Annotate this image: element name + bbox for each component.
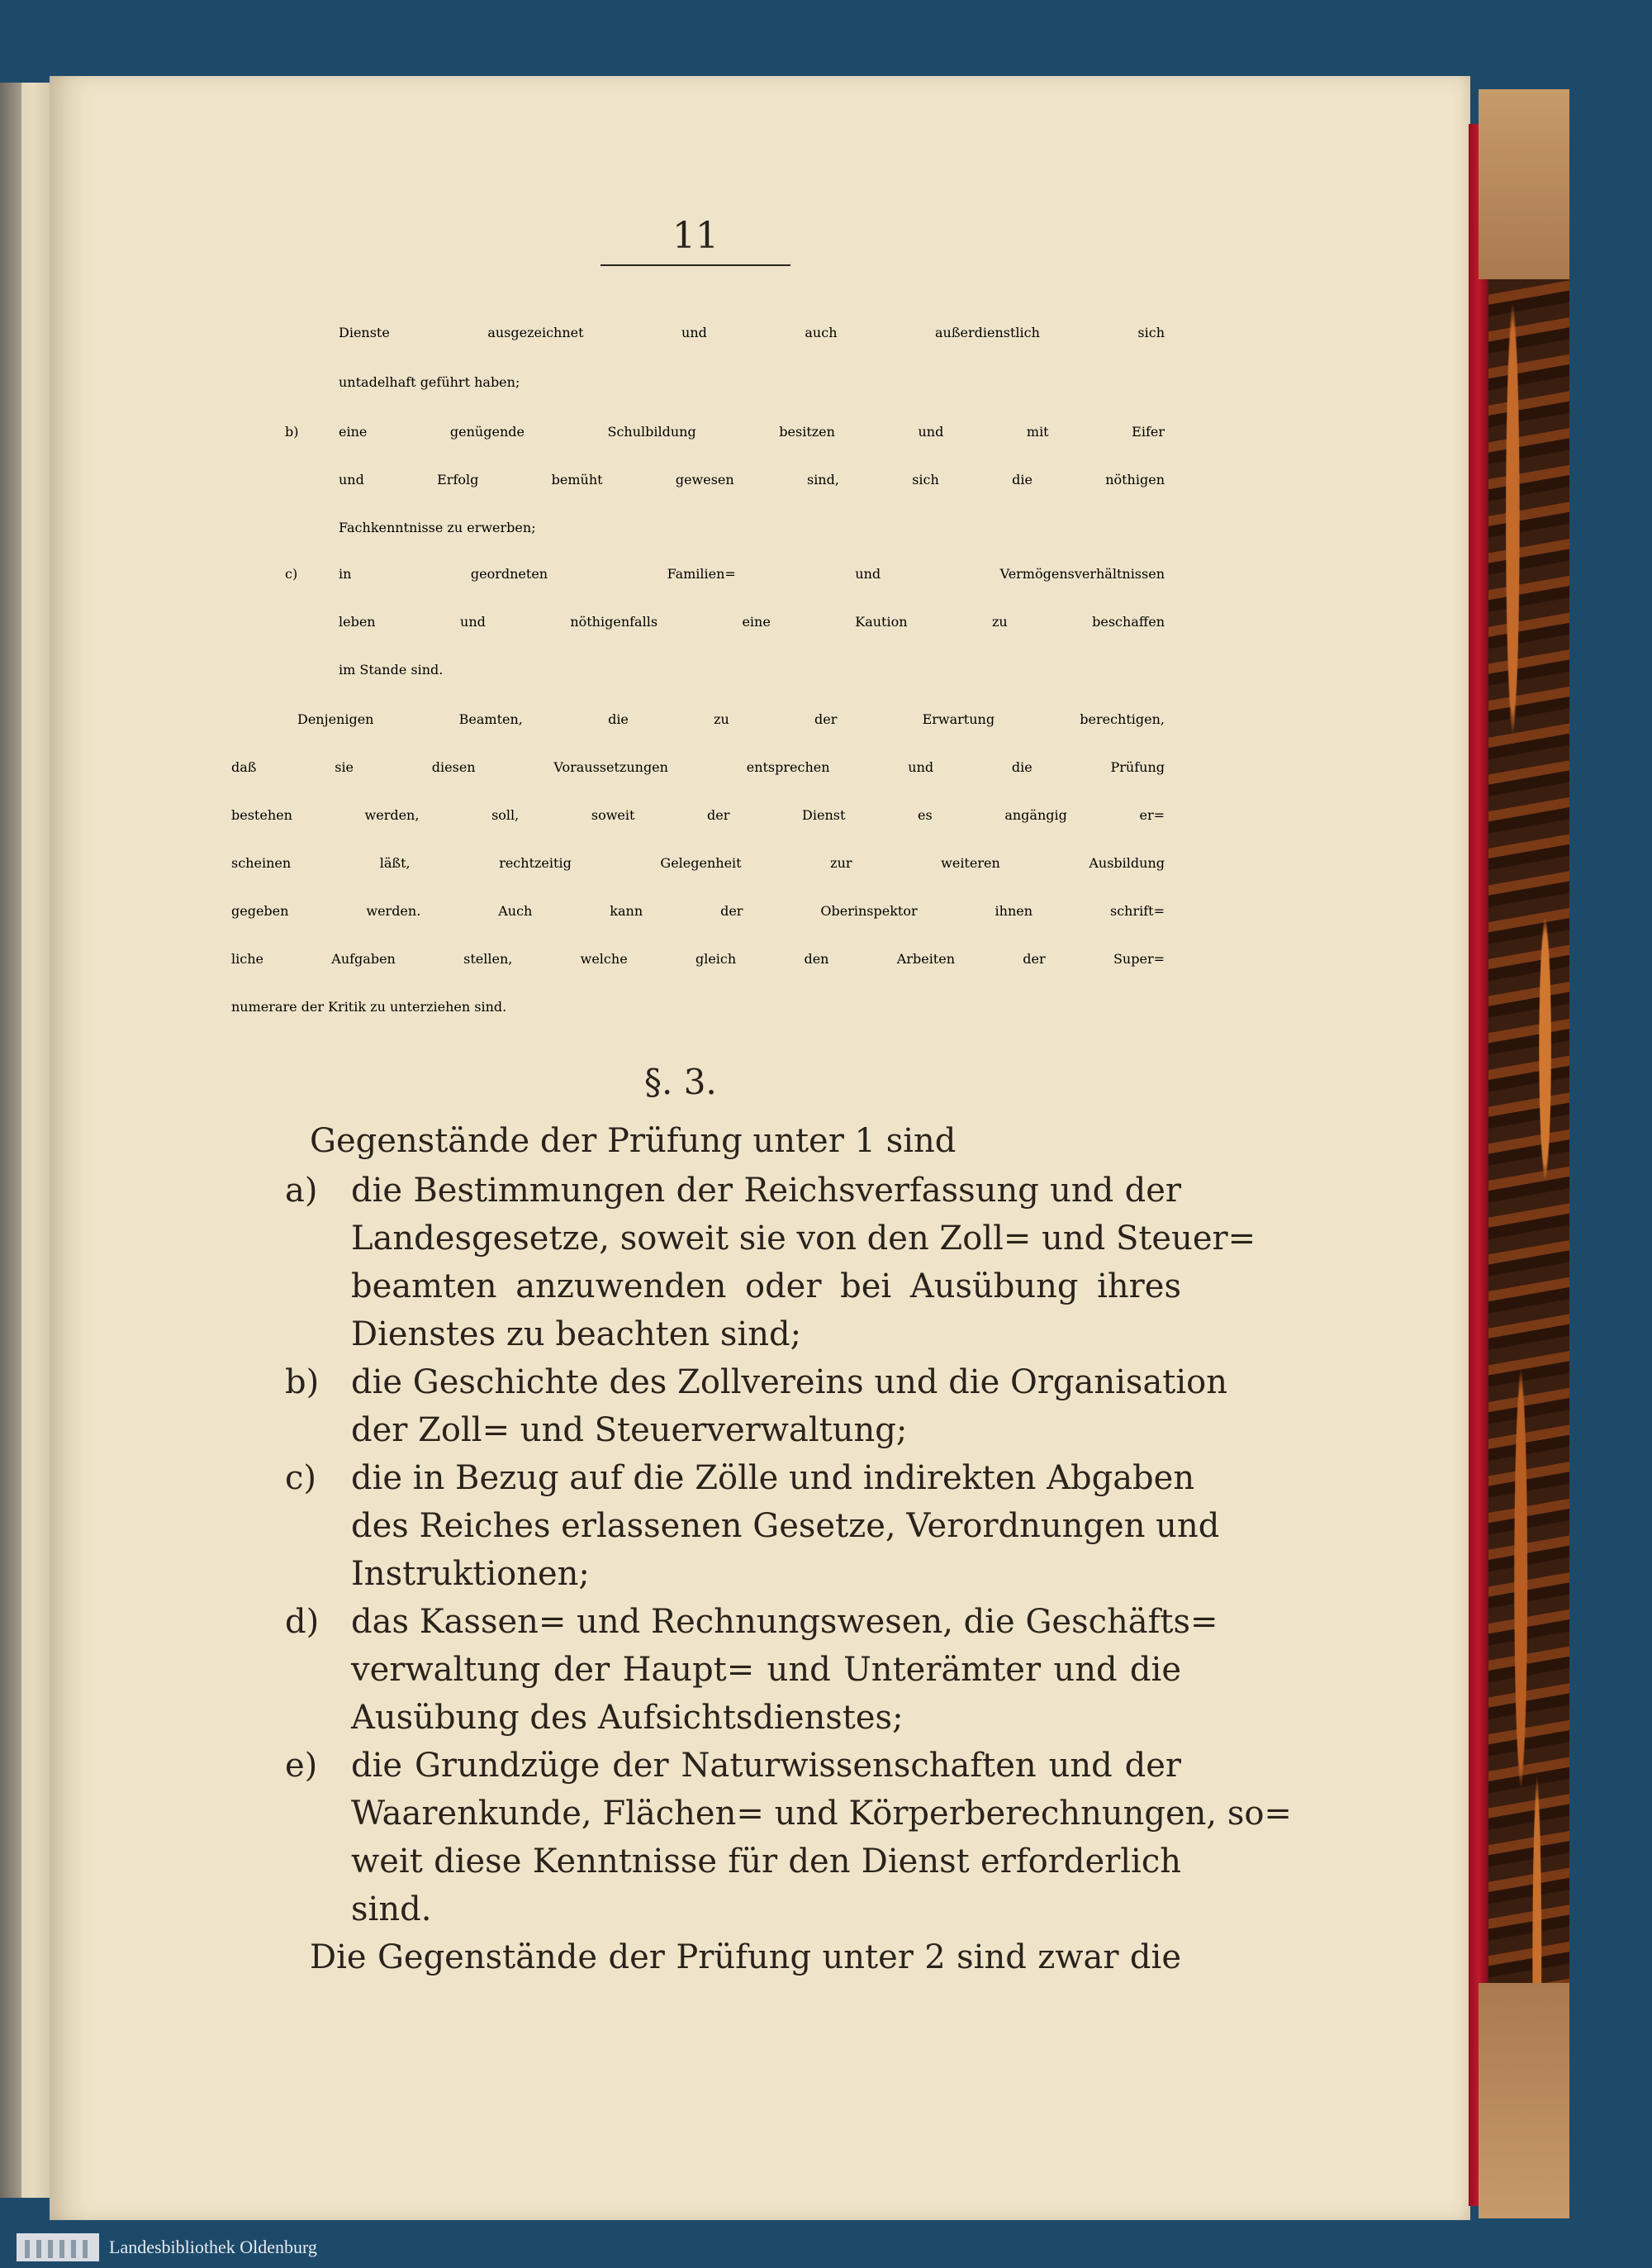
text-line: scheinen läßt, rechtzeitig Gelegenheit zur weiteren Ausbildung [231,855,1165,871]
section-heading: §. 3. [644,1062,717,1102]
text-line: die Geschichte des Zollvereins und die Organisation [351,1363,1227,1401]
text-line: Dienstes zu beachten sind; [351,1315,802,1353]
page-number-rule [601,264,790,266]
leather-corner-bottom [1479,1983,1569,2218]
text-line: Denjenigen Beamten, die zu der Erwartung berechtigen, [297,711,1165,727]
item-label: d) [285,1603,320,1641]
library-logo-icon [17,2233,99,2261]
item-label: b) [285,424,299,440]
text-line: eine genügende Schulbildung besitzen und mit Eifer [339,424,1165,440]
text-line: untadelhaft geführt haben; [339,374,520,390]
item-label: b) [285,1363,320,1401]
text-line: Dienste ausgezeichnet und auch außerdienstlich sich [339,325,1165,340]
text-line: leben und nöthigenfalls eine Kaution zu beschaffen [339,614,1165,630]
section-intro: Gegenstände der Prüfung unter 1 sind [310,1122,957,1160]
text-line: Waarenkunde, Flächen= und Körperberechnungen, so= [351,1795,1292,1833]
text-line: Landesgesetze, soweit sie von den Zoll= und Steuer= [351,1220,1256,1258]
red-page-edge [1469,124,1488,2206]
text-line: in geordneten Familien= und Vermögensverhältnissen [339,566,1165,582]
marbled-cover [1488,95,1569,2214]
text-line: Instruktionen; [351,1555,590,1593]
text-line: die Bestimmungen der Reichsverfassung und der [351,1172,1181,1210]
text-line: das Kassen= und Rechnungswesen, die Geschäfts= [351,1603,1218,1641]
text-line: der Zoll= und Steuerverwaltung; [351,1411,908,1449]
item-label: c) [285,1459,317,1497]
text-line: sind. [351,1890,432,1928]
text-line: Fachkenntnisse zu erwerben; [339,520,536,535]
text-line: die in Bezug auf die Zölle und indirekten Abgaben [351,1459,1195,1497]
text-line: verwaltung der Haupt= und Unterämter und die [351,1651,1181,1689]
item-label: c) [285,566,298,582]
item-label: a) [285,1172,318,1210]
library-name: Landesbibliothek Oldenburg [109,2237,317,2257]
text-line: Ausübung des Aufsichtsdienstes; [351,1699,904,1737]
text-line: daß sie diesen Voraussetzungen entsprechen und die Prüfung [231,759,1165,775]
text-line: weit diese Kenntnisse für den Dienst erforderlich [351,1842,1181,1880]
text-line: im Stande sind. [339,662,444,678]
text-line: gegeben werden. Auch kann der Oberinspektor ihnen schrift= [231,903,1165,919]
leather-corner-top [1479,89,1569,279]
text-line: bestehen werden, soll, soweit der Dienst es angängig er= [231,807,1165,823]
closing-line: Die Gegenstände der Prüfung unter 2 sind zwar die [310,1938,1181,1976]
text-line: liche Aufgaben stellen, welche gleich den Arbeiten der Super= [231,951,1165,967]
text-line: die Grundzüge der Naturwissenschaften und der [351,1747,1181,1785]
left-cover-edge [0,83,21,2198]
text-line: beamten anzuwenden oder bei Ausübung ihres [351,1267,1181,1305]
text-line: und Erfolg bemüht gewesen sind, sich die nöthigen [339,472,1165,487]
item-label: e) [285,1747,318,1785]
text-line: numerare der Kritik zu unterziehen sind. [231,999,507,1015]
page-number: 11 [672,215,719,257]
text-line: des Reiches erlassenen Gesetze, Verordnungen und [351,1507,1220,1545]
